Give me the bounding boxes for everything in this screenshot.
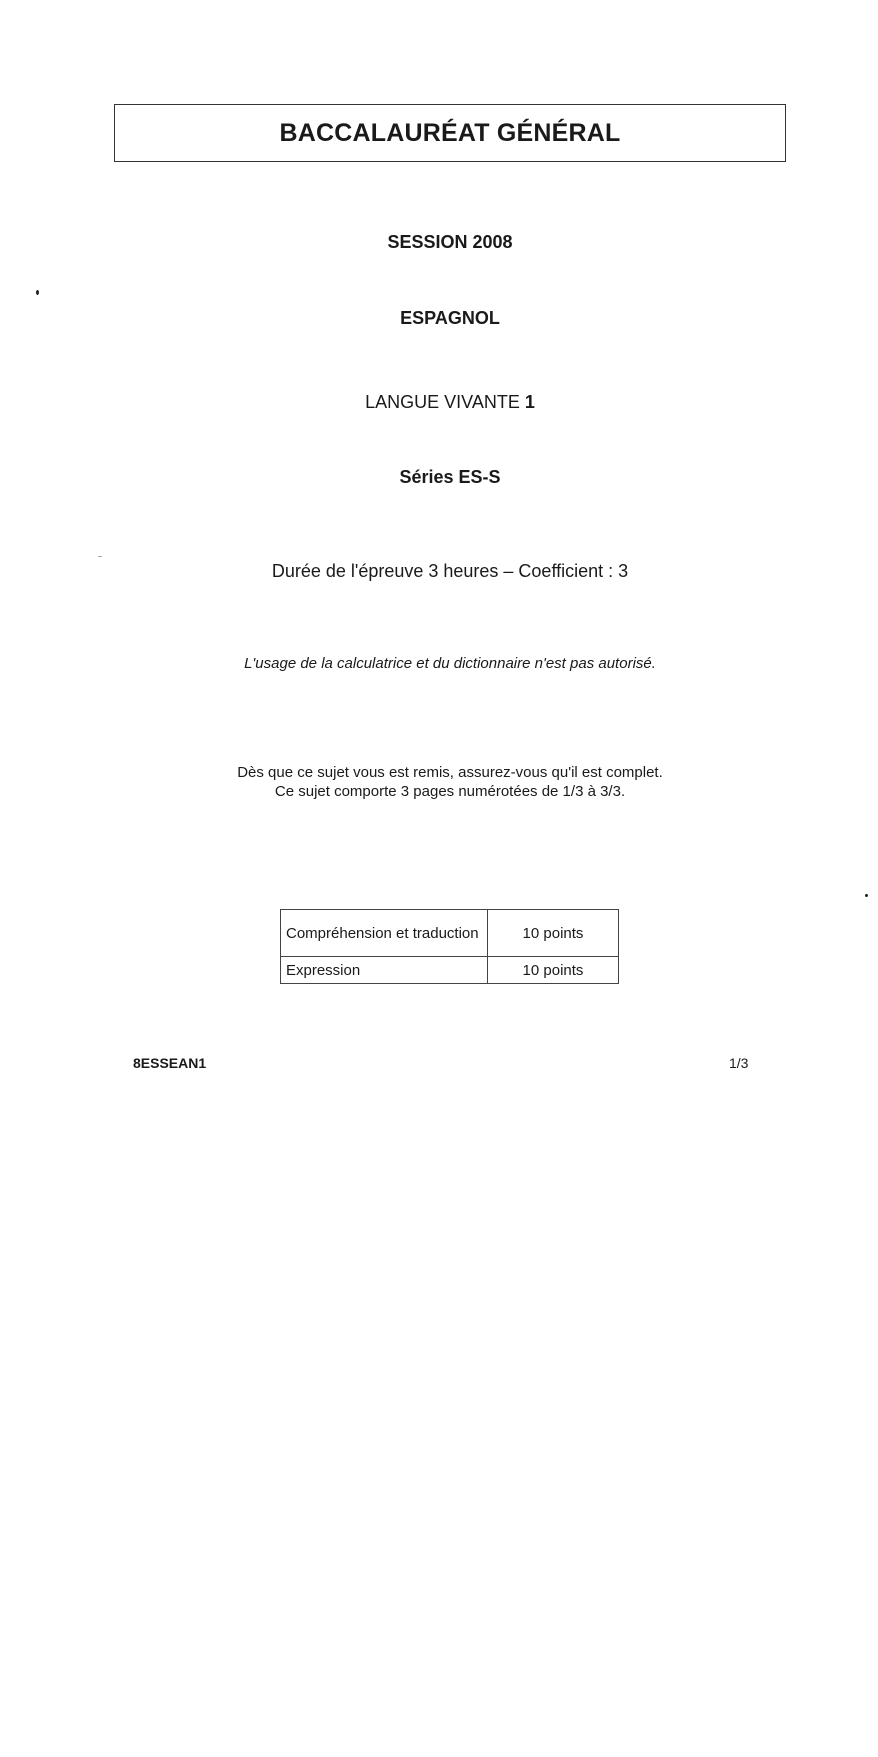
page-number: 1/3 <box>729 1055 749 1071</box>
points-table <box>280 909 619 984</box>
points-cell: 10 points <box>488 910 619 957</box>
points-cell: 10 points <box>488 957 619 984</box>
language-level-number: 1 <box>524 392 535 412</box>
duration-coefficient: Durée de l'épreuve 3 heures – Coefficient : 3 <box>271 561 629 581</box>
calculator-notice: L'usage de la calculatrice et du dictionnaire n'est pas autorisé. <box>244 655 656 672</box>
exam-title-box <box>114 104 786 162</box>
language-level <box>0 392 878 413</box>
completeness-line-1: Dès que ce sujet vous est remis, assurez-vous qu'il est complet. <box>237 764 663 781</box>
completeness-line-2: Ce sujet comporte 3 pages numérotées de 1/3 à 3/3. <box>274 783 626 800</box>
section-cell: Compréhension et traduction <box>281 910 488 957</box>
scan-speck <box>865 894 868 897</box>
session-label: SESSION 2008 <box>387 232 513 252</box>
section-cell: Expression <box>281 957 488 984</box>
exam-code: 8ESSEAN1 <box>133 1055 207 1071</box>
scan-speck <box>98 556 102 557</box>
completeness-notice <box>0 763 878 801</box>
exam-title: BACCALAURÉAT GÉNÉRAL <box>279 118 621 147</box>
subject-label: ESPAGNOL <box>400 308 500 328</box>
table-row <box>281 910 619 957</box>
series-label: Séries ES-S <box>399 467 501 487</box>
language-level-text: LANGUE VIVANTE <box>365 392 520 412</box>
scan-speck <box>36 290 39 295</box>
table-row <box>281 957 619 984</box>
